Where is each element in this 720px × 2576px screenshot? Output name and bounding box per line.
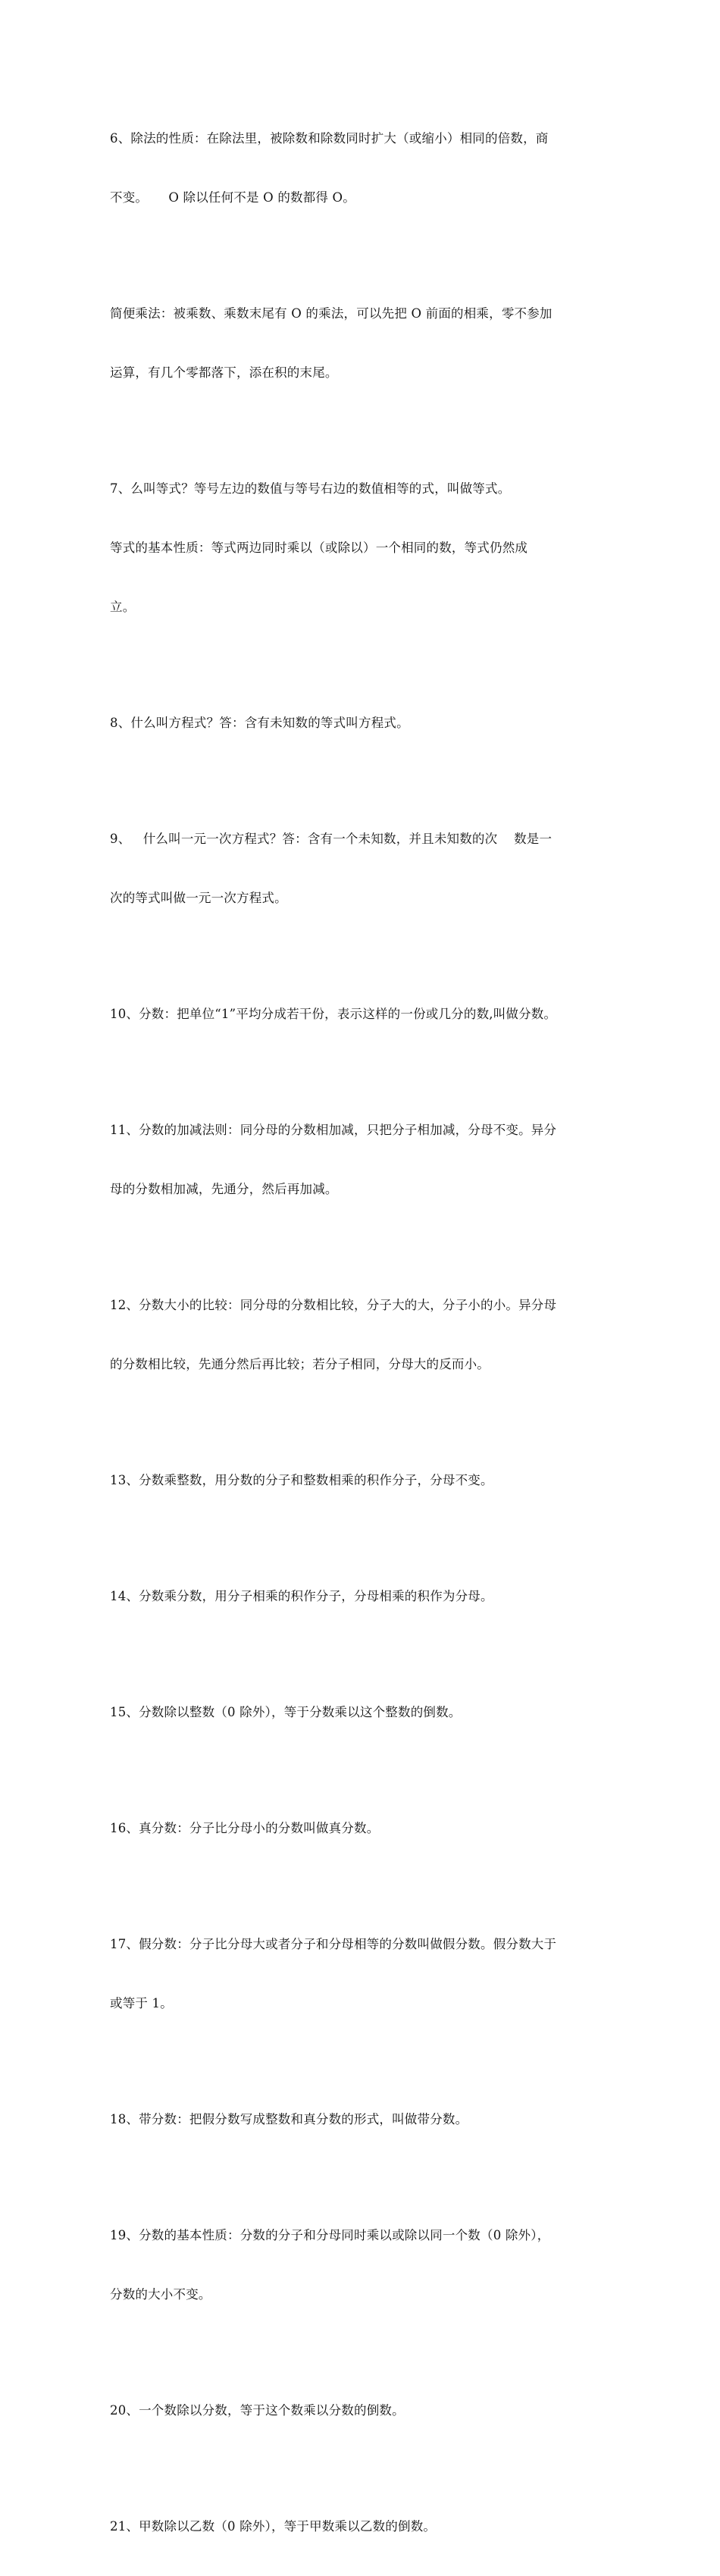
text-line: 7、么叫等式？等号左边的数值与等号右边的数值相等的式，叫做等式。 [110,481,511,496]
text-line: 8、什么叫方程式？答：含有未知数的等式叫方程式。 [110,716,409,730]
text-line: 运算，有几个零都落下，添在积的末尾。 [110,365,338,380]
text-line: 等式的基本性质：等式两边同时乘以（或除以）一个相同的数，等式仍然成 [110,541,528,555]
text-line: 11、分数的加减法则：同分母的分数相加减，只把分子相加减，分母不变。异分 [110,1123,557,1137]
paragraph-8 [110,674,614,772]
paragraph-9 [110,790,614,948]
paragraph-6 [110,89,614,247]
text-line: 不变。 O 除以任何不是 O 的数都得 O。 [110,190,355,205]
text-line: 简便乘法：被乘数、乘数末尾有 O 的乘法，可以先把 O 前面的相乘，零不参加 [110,306,553,321]
paragraph-11 [110,1081,614,1239]
text-line: 13、分数乘整数，用分数的分子和整数相乘的积作分子，分母不变。 [110,1473,493,1487]
document-body [110,89,614,2576]
paragraph-12 [110,1256,614,1414]
text-line: 立。 [110,600,136,614]
paragraph-15 [110,1663,614,1762]
text-line: 21、甲数除以乙数（0 除外），等于甲数乘以乙数的倒数。 [110,2519,437,2534]
paragraph-7 [110,440,614,657]
paragraph-simple-multiplication [110,265,614,422]
text-line: 次的等式叫做一元一次方程式。 [110,891,287,905]
text-line: 6、除法的性质：在除法里，被除数和除数同时扩大（或缩小）相同的倍数，商 [110,131,549,146]
text-line: 17、假分数：分子比分母大或者分子和分母相等的分数叫做假分数。假分数大于 [110,1937,557,1951]
text-line: 20、一个数除以分数，等于这个数乘以分数的倒数。 [110,2403,405,2418]
paragraph-10 [110,965,614,1064]
paragraph-18 [110,2070,614,2169]
text-line: 母的分数相加减，先通分，然后再加减。 [110,1182,338,1196]
paragraph-21 [110,2477,614,2576]
paragraph-19 [110,2186,614,2344]
text-line: 的分数相比较，先通分然后再比较；若分子相同，分母大的反而小。 [110,1357,490,1371]
text-line: 16、真分数：分子比分母小的分数叫做真分数。 [110,1821,380,1835]
text-line: 或等于 1。 [110,1996,173,2010]
paragraph-13 [110,1431,614,1530]
text-line: 15、分数除以整数（0 除外），等于分数乘以这个整数的倒数。 [110,1705,462,1719]
paragraph-14 [110,1547,614,1646]
paragraph-20 [110,2361,614,2460]
text-line: 19、分数的基本性质：分数的分子和分母同时乘以或除以同一个数（0 除外）， [110,2228,550,2242]
paragraph-16 [110,1779,614,1878]
text-line: 9、 什么叫一元一次方程式？答：含有一个未知数，并且未知数的次 数是一 [110,832,553,846]
text-line: 10、分数：把单位“1”平均分成若干份，表示这样的一份或几分的数,叫做分数。 [110,1007,557,1021]
text-line: 18、带分数：把假分数写成整数和真分数的形式，叫做带分数。 [110,2112,468,2126]
paragraph-17 [110,1895,614,2053]
text-line: 14、分数乘分数，用分子相乘的积作分子，分母相乘的积作为分母。 [110,1589,493,1603]
text-line: 12、分数大小的比较：同分母的分数相比较，分子大的大，分子小的小。异分母 [110,1298,557,1312]
text-line: 分数的大小不变。 [110,2287,211,2302]
